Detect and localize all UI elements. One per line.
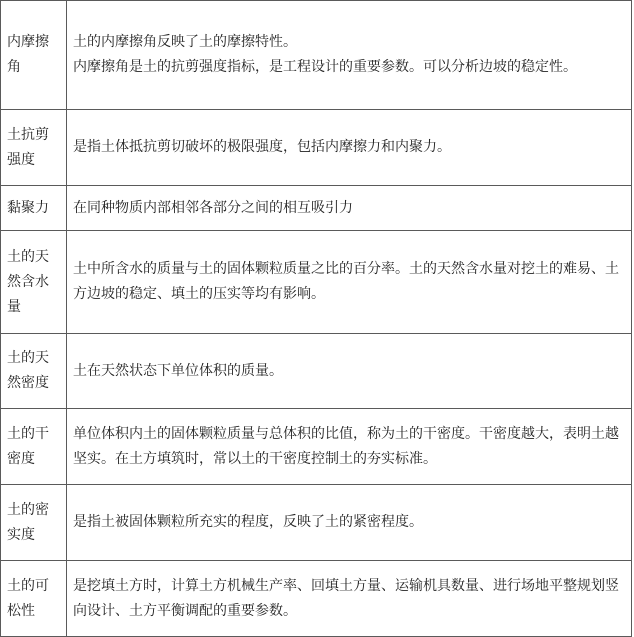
term-cell: 土的干密度 [1, 409, 67, 485]
table-row [1, 186, 632, 231]
description-cell [67, 409, 632, 485]
term-cell: 土的天然含水量 [1, 231, 67, 334]
description-cell [67, 186, 632, 231]
description-line: 单位体积内土的固体颗粒质量与总体积的比值，称为土的干密度。干密度越大，表明土越坚实。在土方填筑时，常以土的干密度控制土的夯实标准。 [73, 425, 619, 467]
description-line: 土的内摩擦角反映了土的摩擦特性。 [73, 34, 297, 50]
description-cell [67, 485, 632, 561]
table-row [1, 1, 632, 110]
table-row [1, 485, 632, 561]
table-row [1, 334, 632, 409]
table-row [1, 231, 632, 334]
description-cell [67, 1, 632, 110]
description-line: 是挖填土方时，计算土方机械生产率、回填土方量、运输机具数量、进行场地平整规划竖向设计、土方平衡调配的重要参数。 [73, 577, 619, 619]
description-line: 土在天然状态下单位体积的质量。 [73, 362, 283, 379]
term-cell: 土的天然密度 [1, 334, 67, 409]
term-cell: 内摩擦角 [1, 1, 67, 110]
description-line: 内摩擦角是土的抗剪强度指标，是工程设计的重要参数。可以分析边坡的稳定性。 [73, 59, 577, 75]
term-cell: 土的密实度 [1, 485, 67, 561]
description-line: 土中所含水的质量与土的固体颗粒质量之比的百分率。土的天然含水量对挖土的难易、土方边坡的稳定、填土的压实等均有影响。 [73, 261, 619, 302]
term-cell: 土的可松性 [1, 561, 67, 637]
table-row [1, 110, 632, 186]
term-cell: 黏聚力 [1, 186, 67, 231]
description-line: 是指土被固体颗粒所充实的程度，反映了土的紧密程度。 [73, 514, 423, 530]
description-line: 是指土体抵抗剪切破坏的极限强度，包括内摩擦力和内聚力。 [73, 139, 451, 155]
description-cell [67, 334, 632, 409]
description-cell [67, 561, 632, 637]
table-row [1, 409, 632, 485]
table-row [1, 561, 632, 637]
description-cell [67, 110, 632, 186]
term-cell: 土抗剪强度 [1, 110, 67, 186]
description-line: 在同种物质内部相邻各部分之间的相互吸引力 [73, 199, 353, 216]
description-cell [67, 231, 632, 334]
